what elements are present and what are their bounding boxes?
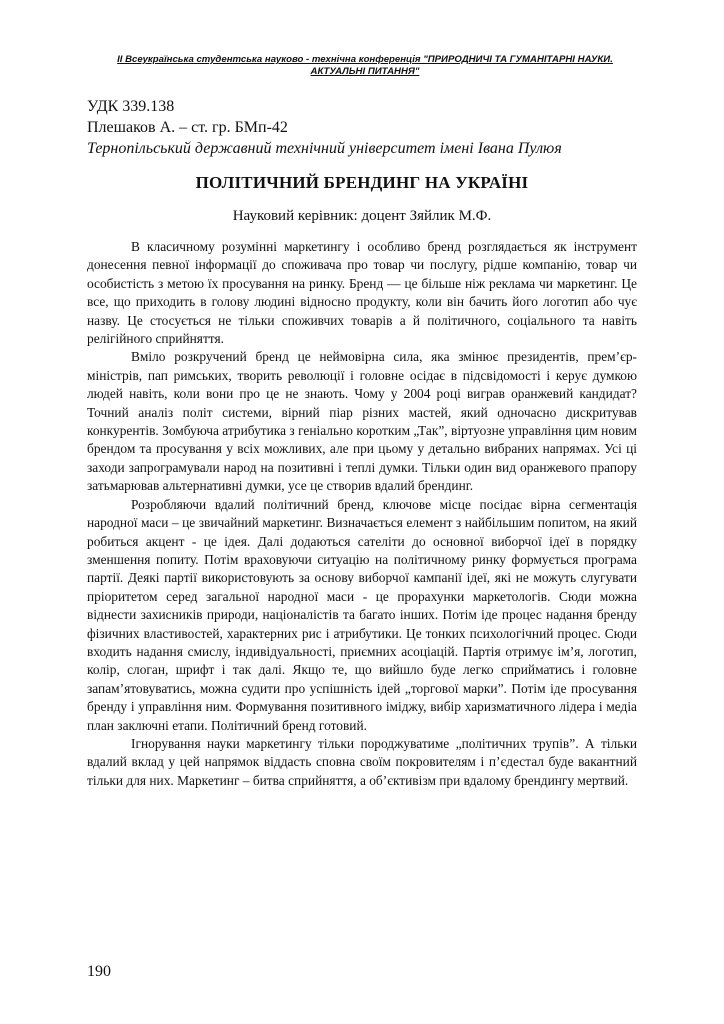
body-paragraph-3: Розробляючи вдалий політичний бренд, ключове місце посідає вірна сегментація народної маси – це звичайний маркетинг. Визначається елемент з найбільшим попитом, на який робиться акцент - це ідея. Далі додаються сателіти до основної виборчої ідеї в порядку зменшення попиту. Потім враховуючи ситуацію на політичному ринку формується програма партії. Деякі партії використовують за основу виборчої кампанії ідеї, які не можуть слугувати пріоритетом серед загальної народної маси - це прорахунки маркетологів. Сюди можна віднести захисників природи, націоналістів та багато інших. Потім іде процес надання бренду фізичних властивостей, характерних рис і атрибутики. Це тонких психологічний процес. Сюди входить надання смислу, індивідуальності, приємних асоціацій. Партія отримує ім’я, логотип, колір, слоган, шрифт і так далі. Якщо те, що вийшло буде легко сприйматись і головне запам’ятовуватись, можна судити про успішність ідей „торгової марки”. Потім іде просування бренду і управління ним. Формування позитивного іміджу, вибір харизматичного лідера і медіа план заключні етапи. Політичний бренд готовий. [87, 496, 637, 733]
body-paragraph-2: Вміло розкручений бренд це неймовірна сила, яка змінює президентів, прем’єр-міністрів, пап римських, творить революції і головне осідає в підсвідомості і керує думкою людей навіть, коли вони про це не знають. Чому у 2004 році виграв оранжевий кандидат? Точний аналіз політ системи, вірний піар різних мастей, який одночасно дискритував конкурентів. Зомбуюча атрибутика з геніально коротким „Так”, віртуозне управління цим новим брендом та просування у всіх можливих, але при цьому у детально вибраних напрямах. Усі ці заходи запрограмували народ на позитивні і теплі думки. Тільки один вид оранжевого прапору затьмарював альтернативні думки, усе це створив вдалий брендинг. [87, 349, 637, 494]
article-metadata [87, 96, 647, 159]
body-paragraph-4: Ігнорування науки маркетингу тільки породжуватиме „політичних трупів”. А тільки вдалий вклад у цей напрямок віддасть сповна своїм покровителям і п’єдестал буде вакантний тільки для них. Маркетинг – битва сприйняття, а об’єктивізм при вдалому брендингу мертвий. [87, 735, 637, 788]
udc-code: УДК 339.138 [87, 98, 175, 115]
supervisor-line: Науковий керівник: доцент Зяйлик М.Ф. [232, 208, 492, 224]
running-header-line-2: АКТУАЛЬНІ ПИТАННЯ" [310, 66, 420, 77]
body-paragraph-1: В класичному розумінні маркетингу і особливо бренд розглядається як інструмент донесення певної інформації до споживача про товар чи послугу, рідше компанію, товар чи особистість з метою їх просування на ринку. Бренд — це більше ніж реклама чи маркетинг. Це все, що приходить в голову людині відносно продукту, коли він бачить його логотип або чує назву. Це стосується не тільки споживчих товарів а й політичного, соціального та навіть релігійного сприйняття. [87, 239, 637, 347]
affiliation-line: Тернопільський державний технічний університет імені Івана Пулюя [87, 140, 562, 157]
author-line: Плешаков А. – ст. гр. БМп-42 [87, 119, 288, 136]
conference-running-header [60, 54, 670, 78]
running-header-line-1: ІІ Всеукраїнська студентська науково - технічна конференція "ПРИРОДНИЧІ ТА ГУМАНІТАРНІ НАУКИ. [117, 54, 613, 65]
page-number: 190 [87, 963, 111, 980]
article-title: ПОЛІТИЧНИЙ БРЕНДИНГ НА УКРАЇНІ [195, 173, 529, 192]
article-body [87, 238, 637, 790]
